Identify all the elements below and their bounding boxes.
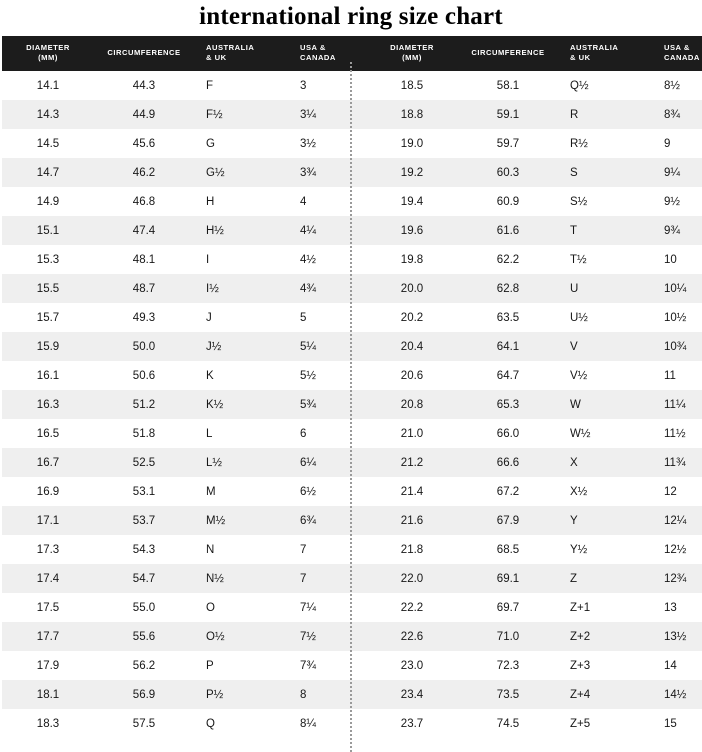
cell-usa-canada: 11¾ [652, 448, 702, 477]
cell-usa-canada: 7¼ [288, 593, 384, 622]
table-row [366, 158, 702, 187]
cell-usa-canada: 13½ [652, 622, 702, 651]
cell-circumference: 65.3 [458, 390, 558, 419]
cell-diameter: 17.9 [2, 651, 94, 680]
cell-usa-canada: 12 [652, 477, 702, 506]
table-row [366, 506, 702, 535]
cell-usa-canada: 9¼ [652, 158, 702, 187]
table-row [2, 622, 384, 651]
right-table-wrapper [366, 36, 700, 738]
cell-circumference: 55.0 [94, 593, 194, 622]
cell-usa-canada: 3½ [288, 129, 384, 158]
table-row [2, 332, 384, 361]
cell-circumference: 44.9 [94, 100, 194, 129]
cell-australia-uk: W [558, 390, 652, 419]
cell-circumference: 44.3 [94, 71, 194, 100]
cell-diameter: 14.9 [2, 187, 94, 216]
cell-circumference: 46.2 [94, 158, 194, 187]
cell-usa-canada: 5¾ [288, 390, 384, 419]
cell-australia-uk: U [558, 274, 652, 303]
cell-circumference: 60.3 [458, 158, 558, 187]
table-row [2, 187, 384, 216]
header-diameter-label: DIAMETER [26, 43, 70, 52]
cell-australia-uk: Z+2 [558, 622, 652, 651]
table-row [2, 245, 384, 274]
right-table-header [366, 36, 702, 71]
cell-australia-uk: K [194, 361, 288, 390]
table-row [2, 448, 384, 477]
cell-diameter: 15.5 [2, 274, 94, 303]
cell-diameter: 23.7 [366, 709, 458, 738]
table-row [2, 100, 384, 129]
cell-usa-canada: 7 [288, 564, 384, 593]
cell-usa-canada: 13 [652, 593, 702, 622]
cell-circumference: 64.7 [458, 361, 558, 390]
cell-usa-canada: 6½ [288, 477, 384, 506]
cell-australia-uk: H½ [194, 216, 288, 245]
cell-circumference: 56.9 [94, 680, 194, 709]
right-table-body [366, 71, 702, 738]
cell-diameter: 19.2 [366, 158, 458, 187]
cell-circumference: 45.6 [94, 129, 194, 158]
header-uk-label: & UK [570, 53, 591, 62]
cell-australia-uk: F½ [194, 100, 288, 129]
cell-usa-canada: 7 [288, 535, 384, 564]
cell-circumference: 63.5 [458, 303, 558, 332]
header-diameter-label: DIAMETER [390, 43, 434, 52]
cell-usa-canada: 14 [652, 651, 702, 680]
cell-diameter: 23.0 [366, 651, 458, 680]
cell-diameter: 16.1 [2, 361, 94, 390]
cell-circumference: 58.1 [458, 71, 558, 100]
cell-diameter: 18.1 [2, 680, 94, 709]
cell-circumference: 46.8 [94, 187, 194, 216]
table-row [366, 245, 702, 274]
table-row [2, 129, 384, 158]
header-usa-canada [652, 36, 702, 71]
cell-australia-uk: L [194, 419, 288, 448]
ring-size-chart-page [0, 2, 702, 749]
cell-diameter: 17.3 [2, 535, 94, 564]
header-uk-label: & UK [206, 53, 227, 62]
header-usa-label: USA & [664, 43, 690, 52]
table-row [366, 535, 702, 564]
left-table-body [2, 71, 384, 738]
cell-diameter: 18.3 [2, 709, 94, 738]
cell-australia-uk: W½ [558, 419, 652, 448]
cell-diameter: 21.6 [366, 506, 458, 535]
table-row [2, 535, 384, 564]
cell-australia-uk: P½ [194, 680, 288, 709]
cell-australia-uk: M [194, 477, 288, 506]
cell-diameter: 20.6 [366, 361, 458, 390]
cell-australia-uk: J [194, 303, 288, 332]
header-australia-label: AUSTRALIA [570, 43, 619, 52]
header-canada-label: CANADA [664, 53, 700, 62]
cell-usa-canada: 8½ [652, 71, 702, 100]
vertical-dotted-divider [346, 36, 356, 752]
cell-diameter: 22.0 [366, 564, 458, 593]
table-row [2, 274, 384, 303]
cell-australia-uk: Y½ [558, 535, 652, 564]
cell-australia-uk: G½ [194, 158, 288, 187]
cell-usa-canada: 14½ [652, 680, 702, 709]
header-row [366, 36, 702, 71]
cell-usa-canada: 4½ [288, 245, 384, 274]
cell-circumference: 73.5 [458, 680, 558, 709]
cell-australia-uk: J½ [194, 332, 288, 361]
cell-australia-uk: N [194, 535, 288, 564]
cell-diameter: 21.4 [366, 477, 458, 506]
left-size-table [2, 36, 384, 738]
table-row [366, 216, 702, 245]
cell-circumference: 49.3 [94, 303, 194, 332]
header-diameter [366, 36, 458, 71]
cell-australia-uk: Q [194, 709, 288, 738]
cell-diameter: 22.2 [366, 593, 458, 622]
cell-circumference: 48.1 [94, 245, 194, 274]
cell-diameter: 19.8 [366, 245, 458, 274]
cell-australia-uk: I½ [194, 274, 288, 303]
cell-diameter: 21.2 [366, 448, 458, 477]
cell-australia-uk: Q½ [558, 71, 652, 100]
cell-australia-uk: Y [558, 506, 652, 535]
table-row [2, 477, 384, 506]
cell-usa-canada: 12¾ [652, 564, 702, 593]
cell-diameter: 14.7 [2, 158, 94, 187]
cell-diameter: 20.4 [366, 332, 458, 361]
cell-diameter: 19.4 [366, 187, 458, 216]
table-row [2, 564, 384, 593]
cell-usa-canada: 6¼ [288, 448, 384, 477]
cell-diameter: 16.9 [2, 477, 94, 506]
cell-diameter: 23.4 [366, 680, 458, 709]
cell-diameter: 16.7 [2, 448, 94, 477]
cell-usa-canada: 6 [288, 419, 384, 448]
cell-diameter: 19.0 [366, 129, 458, 158]
cell-usa-canada: 15 [652, 709, 702, 738]
cell-australia-uk: O [194, 593, 288, 622]
cell-australia-uk: Z+1 [558, 593, 652, 622]
cell-australia-uk: I [194, 245, 288, 274]
table-row [366, 709, 702, 738]
cell-australia-uk: L½ [194, 448, 288, 477]
table-row [366, 100, 702, 129]
cell-australia-uk: S½ [558, 187, 652, 216]
tables-container [0, 36, 702, 752]
cell-diameter: 16.5 [2, 419, 94, 448]
cell-australia-uk: R½ [558, 129, 652, 158]
table-row [366, 651, 702, 680]
table-row [366, 332, 702, 361]
table-row [366, 187, 702, 216]
table-row [2, 390, 384, 419]
table-row [366, 390, 702, 419]
cell-circumference: 59.1 [458, 100, 558, 129]
table-row [2, 593, 384, 622]
cell-australia-uk: X½ [558, 477, 652, 506]
cell-circumference: 51.2 [94, 390, 194, 419]
table-row [2, 419, 384, 448]
cell-diameter: 17.1 [2, 506, 94, 535]
cell-usa-canada: 12½ [652, 535, 702, 564]
cell-usa-canada: 5 [288, 303, 384, 332]
cell-usa-canada: 3¾ [288, 158, 384, 187]
cell-circumference: 56.2 [94, 651, 194, 680]
table-row [2, 680, 384, 709]
cell-australia-uk: T [558, 216, 652, 245]
header-circumference-label: CIRCUMFERENCE [107, 48, 181, 57]
table-row [366, 303, 702, 332]
header-canada-label: CANADA [300, 53, 336, 62]
cell-circumference: 50.6 [94, 361, 194, 390]
cell-circumference: 72.3 [458, 651, 558, 680]
header-row [2, 36, 384, 71]
cell-diameter: 15.1 [2, 216, 94, 245]
header-australia-label: AUSTRALIA [206, 43, 255, 52]
cell-circumference: 69.1 [458, 564, 558, 593]
cell-circumference: 67.9 [458, 506, 558, 535]
table-row [2, 303, 384, 332]
header-circumference-label: CIRCUMFERENCE [471, 48, 545, 57]
cell-usa-canada: 10 [652, 245, 702, 274]
cell-diameter: 14.1 [2, 71, 94, 100]
table-row [2, 158, 384, 187]
cell-circumference: 71.0 [458, 622, 558, 651]
cell-circumference: 57.5 [94, 709, 194, 738]
cell-usa-canada: 5½ [288, 361, 384, 390]
table-row [2, 361, 384, 390]
table-row [366, 680, 702, 709]
cell-australia-uk: S [558, 158, 652, 187]
page-title: international ring size chart [199, 3, 503, 30]
left-table-header [2, 36, 384, 71]
cell-circumference: 74.5 [458, 709, 558, 738]
cell-australia-uk: Z [558, 564, 652, 593]
right-size-table [366, 36, 702, 738]
cell-australia-uk: K½ [194, 390, 288, 419]
cell-circumference: 69.7 [458, 593, 558, 622]
cell-usa-canada: 3¼ [288, 100, 384, 129]
table-row [366, 71, 702, 100]
cell-circumference: 62.8 [458, 274, 558, 303]
cell-usa-canada: 9½ [652, 187, 702, 216]
cell-circumference: 64.1 [458, 332, 558, 361]
cell-australia-uk: G [194, 129, 288, 158]
table-row [2, 506, 384, 535]
table-row [366, 593, 702, 622]
cell-usa-canada: 9 [652, 129, 702, 158]
divider-line [350, 62, 352, 752]
cell-usa-canada: 8¾ [652, 100, 702, 129]
header-circumference [94, 36, 194, 71]
cell-australia-uk: F [194, 71, 288, 100]
table-row [366, 564, 702, 593]
cell-australia-uk: R [558, 100, 652, 129]
cell-diameter: 20.2 [366, 303, 458, 332]
cell-usa-canada: 8¼ [288, 709, 384, 738]
table-row [366, 622, 702, 651]
cell-circumference: 67.2 [458, 477, 558, 506]
cell-diameter: 17.4 [2, 564, 94, 593]
cell-diameter: 17.5 [2, 593, 94, 622]
cell-circumference: 52.5 [94, 448, 194, 477]
header-usa-label: USA & [300, 43, 326, 52]
cell-circumference: 68.5 [458, 535, 558, 564]
cell-usa-canada: 11½ [652, 419, 702, 448]
header-australia-uk [558, 36, 652, 71]
header-diameter [2, 36, 94, 71]
cell-circumference: 48.7 [94, 274, 194, 303]
header-diameter-unit: (MM) [402, 53, 422, 62]
table-row [366, 448, 702, 477]
cell-diameter: 22.6 [366, 622, 458, 651]
cell-usa-canada: 9¾ [652, 216, 702, 245]
cell-usa-canada: 6¾ [288, 506, 384, 535]
cell-australia-uk: X [558, 448, 652, 477]
cell-circumference: 62.2 [458, 245, 558, 274]
cell-diameter: 21.8 [366, 535, 458, 564]
cell-circumference: 50.0 [94, 332, 194, 361]
cell-circumference: 61.6 [458, 216, 558, 245]
table-row [2, 71, 384, 100]
header-circumference [458, 36, 558, 71]
cell-circumference: 60.9 [458, 187, 558, 216]
table-row [366, 274, 702, 303]
cell-diameter: 18.5 [366, 71, 458, 100]
cell-australia-uk: V½ [558, 361, 652, 390]
cell-diameter: 15.3 [2, 245, 94, 274]
cell-australia-uk: Z+5 [558, 709, 652, 738]
header-diameter-unit: (MM) [38, 53, 58, 62]
cell-usa-canada: 4 [288, 187, 384, 216]
cell-circumference: 53.7 [94, 506, 194, 535]
cell-diameter: 19.6 [366, 216, 458, 245]
cell-australia-uk: P [194, 651, 288, 680]
cell-diameter: 17.7 [2, 622, 94, 651]
left-table-wrapper [2, 36, 336, 738]
cell-circumference: 47.4 [94, 216, 194, 245]
cell-circumference: 66.6 [458, 448, 558, 477]
cell-usa-canada: 10½ [652, 303, 702, 332]
table-row [2, 651, 384, 680]
cell-usa-canada: 4¾ [288, 274, 384, 303]
cell-usa-canada: 3 [288, 71, 384, 100]
cell-usa-canada: 4¼ [288, 216, 384, 245]
table-row [2, 709, 384, 738]
cell-usa-canada: 10¾ [652, 332, 702, 361]
cell-australia-uk: M½ [194, 506, 288, 535]
cell-circumference: 51.8 [94, 419, 194, 448]
cell-diameter: 15.7 [2, 303, 94, 332]
cell-usa-canada: 8 [288, 680, 384, 709]
table-row [366, 129, 702, 158]
cell-circumference: 53.1 [94, 477, 194, 506]
cell-diameter: 14.3 [2, 100, 94, 129]
cell-usa-canada: 11 [652, 361, 702, 390]
cell-diameter: 16.3 [2, 390, 94, 419]
cell-australia-uk: H [194, 187, 288, 216]
cell-diameter: 18.8 [366, 100, 458, 129]
cell-circumference: 54.7 [94, 564, 194, 593]
cell-australia-uk: N½ [194, 564, 288, 593]
cell-usa-canada: 5¼ [288, 332, 384, 361]
cell-usa-canada: 12¼ [652, 506, 702, 535]
cell-circumference: 59.7 [458, 129, 558, 158]
table-row [2, 216, 384, 245]
cell-diameter: 20.8 [366, 390, 458, 419]
cell-diameter: 20.0 [366, 274, 458, 303]
cell-diameter: 15.9 [2, 332, 94, 361]
table-row [366, 419, 702, 448]
cell-circumference: 66.0 [458, 419, 558, 448]
cell-australia-uk: U½ [558, 303, 652, 332]
cell-australia-uk: O½ [194, 622, 288, 651]
cell-usa-canada: 7½ [288, 622, 384, 651]
cell-australia-uk: T½ [558, 245, 652, 274]
cell-usa-canada: 11¼ [652, 390, 702, 419]
cell-diameter: 21.0 [366, 419, 458, 448]
header-australia-uk [194, 36, 288, 71]
table-row [366, 361, 702, 390]
cell-circumference: 54.3 [94, 535, 194, 564]
cell-diameter: 14.5 [2, 129, 94, 158]
cell-usa-canada: 7¾ [288, 651, 384, 680]
cell-australia-uk: Z+4 [558, 680, 652, 709]
cell-usa-canada: 10¼ [652, 274, 702, 303]
cell-australia-uk: V [558, 332, 652, 361]
cell-circumference: 55.6 [94, 622, 194, 651]
table-row [366, 477, 702, 506]
cell-australia-uk: Z+3 [558, 651, 652, 680]
